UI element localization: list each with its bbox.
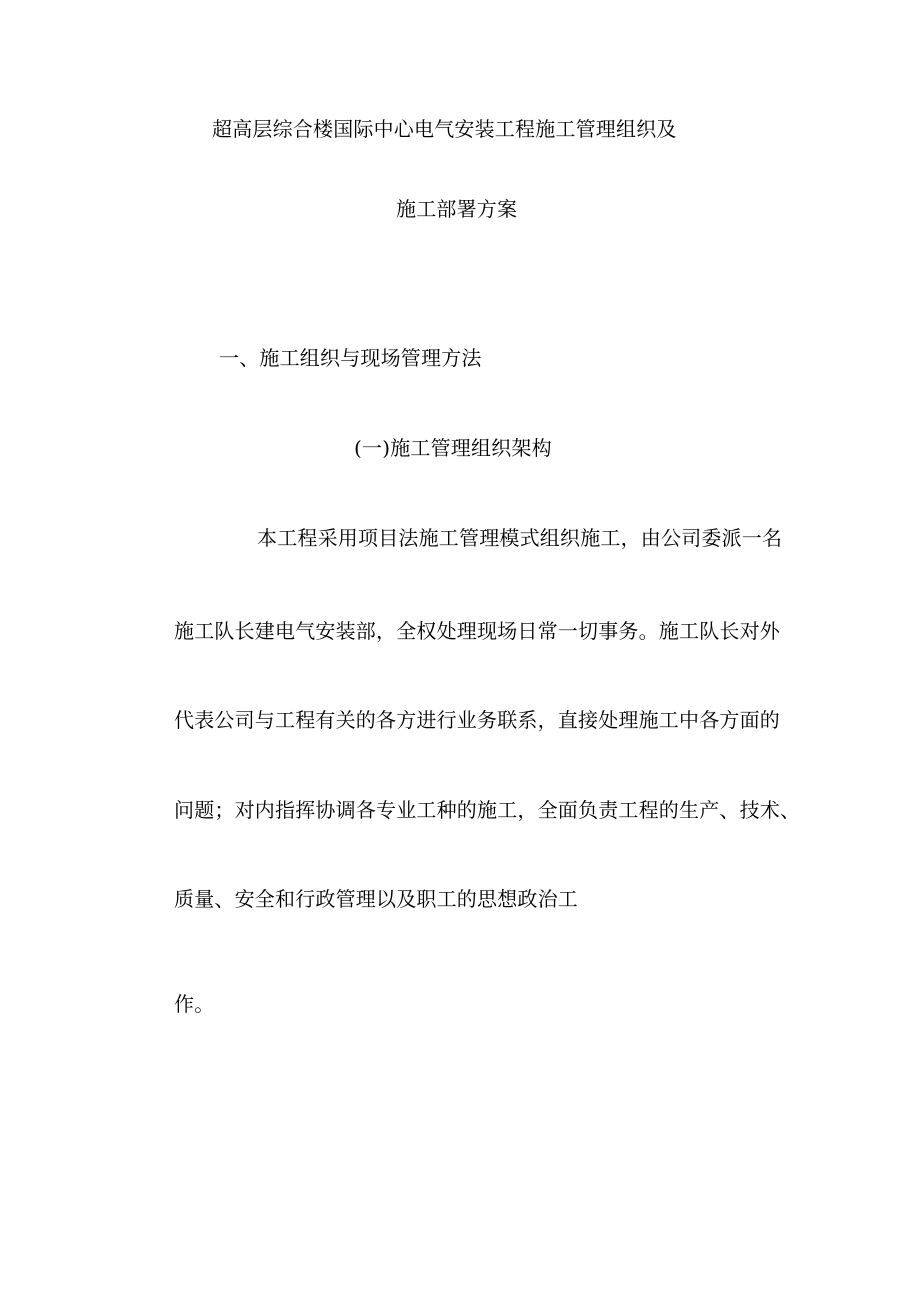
body-line: 施工队长建电气安装部，全权处理现场日常一切事务。施工队长对外 — [174, 619, 780, 643]
body-line: 质量、安全和行政管理以及职工的思想政治工 — [174, 887, 578, 911]
body-line: 代表公司与工程有关的各方进行业务联系，直接处理施工中各方面的 — [174, 708, 780, 732]
document-title-line-2: 施工部署方案 — [396, 197, 518, 221]
subsection-heading: (一)施工管理组织架构 — [354, 436, 552, 460]
document-title-line-1: 超高层综合楼国际中心电气安装工程施工管理组织及 — [212, 117, 677, 141]
body-line: 问题；对内指挥协调各专业工种的施工，全面负责工程的生产、技术、 — [174, 798, 801, 822]
body-line: 本工程采用项目法施工管理模式组织施工，由公司委派一名 — [257, 526, 783, 550]
body-line: 作。 — [174, 992, 215, 1016]
section-heading: 一、施工组织与现场管理方法 — [219, 346, 482, 370]
